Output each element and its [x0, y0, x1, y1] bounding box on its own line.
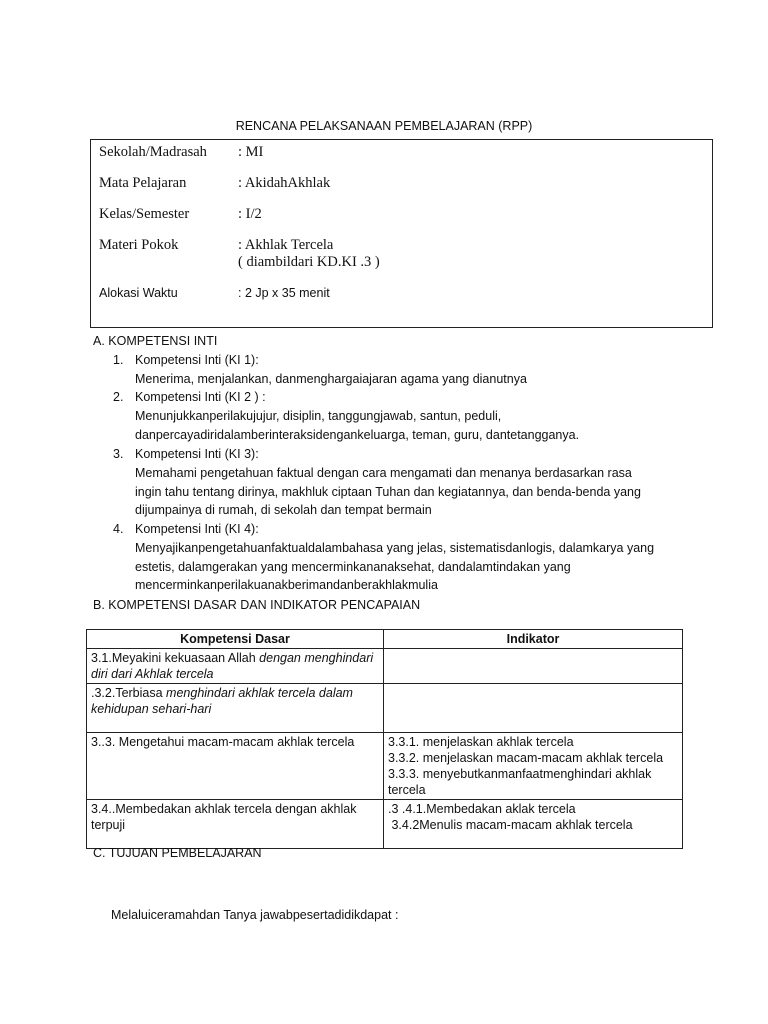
section-a-heading: A. KOMPETENSI INTI: [93, 334, 218, 348]
competency-table: [86, 629, 683, 849]
school-label: Sekolah/Madrasah: [99, 144, 207, 160]
kd-text: 3.4..Membedakan akhlak tercela dengan akhlak terpuji: [91, 802, 357, 832]
subject-value: : AkidahAkhlak: [238, 175, 331, 191]
table-row: [87, 733, 683, 800]
subject-label: Mata Pelajaran: [99, 175, 187, 191]
ki3-title: Kompetensi Inti (KI 3):: [135, 447, 259, 461]
indikator-cell: [384, 684, 683, 733]
ki1-text: Menerima, menjalankan, danmenghargaiajaran agama yang dianutnya: [135, 372, 527, 386]
indikator-cell: [384, 800, 683, 849]
ki4-number: 4.: [113, 522, 124, 536]
indikator-item: .3 .4.1.Membedakan aklak tercela: [388, 802, 576, 816]
material-source: ( diambildari KD.KI .3 ): [238, 254, 380, 270]
kd-cell: [87, 733, 384, 800]
ki3-number: 3.: [113, 447, 124, 461]
material-value: : Akhlak Tercela: [238, 237, 334, 253]
ki2-text-line1: Menunjukkanperilakujujur, disiplin, tanggungjawab, santun, peduli,: [135, 409, 502, 423]
column-header-kd: Kompetensi Dasar: [87, 630, 384, 649]
table-row: [87, 800, 683, 849]
kd-cell: [87, 800, 384, 849]
ki4-text-line1: Menyajikanpengetahuanfaktualdalambahasa yang jelas, sistematisdanlogis, dalamkarya yang: [135, 541, 655, 555]
indikator-cell: [384, 649, 683, 684]
indikator-item: 3.4.2Menulis macam-macam akhlak tercela: [388, 818, 633, 832]
section-c-heading: C. TUJUAN PEMBELAJARAN: [93, 846, 262, 860]
identity-box: [90, 139, 713, 328]
table-row: [87, 684, 683, 733]
ki2-text-line2: danpercayadiridalamberinteraksidengankeluarga, teman, guru, dantetangganya.: [135, 428, 580, 442]
class-label: Kelas/Semester: [99, 206, 190, 222]
ki4-title: Kompetensi Inti (KI 4):: [135, 522, 259, 536]
ki4-text-line2: estetis, dalamgerakan yang mencerminkananaksehat, dandalamtindakan yang: [135, 560, 571, 574]
indikator-item: 3.3.2. menjelaskan macam-macam akhlak tercela: [388, 751, 664, 765]
school-value: : MI: [238, 144, 264, 160]
ki1-title: Kompetensi Inti (KI 1):: [135, 353, 259, 367]
section-c-intro: Melaluiceramahdan Tanya jawabpesertadidikdapat :: [111, 908, 399, 922]
ki3-text-line2: ingin tahu tentang dirinya, makhluk ciptaan Tuhan dan kegiatannya, dan benda-benda yang: [135, 485, 641, 499]
time-value: : 2 Jp x 35 menit: [238, 286, 330, 300]
ki3-text-line3: dijumpainya di rumah, di sekolah dan tempat bermain: [135, 503, 432, 517]
kd-text: 3..3. Mengetahui macam-macam akhlak tercela: [91, 735, 355, 749]
indikator-item: 3.3.3. menyebutkanmanfaatmenghindari akhlak tercela: [388, 767, 652, 797]
indikator-item: 3.3.1. menjelaskan akhlak tercela: [388, 735, 574, 749]
ki2-title: Kompetensi Inti (KI 2 ) :: [135, 390, 266, 404]
time-label: Alokasi Waktu: [99, 286, 178, 300]
kd-text-italic: dengan menghindari diri dari Akhlak tercela: [91, 651, 374, 681]
column-header-indikator: Indikator: [384, 630, 683, 649]
table-row: [87, 649, 683, 684]
material-label: Materi Pokok: [99, 237, 179, 253]
kd-text: 3.1.Meyakini kekuasaan Allah: [91, 651, 260, 665]
table-header-row: [87, 630, 683, 649]
kd-text: .3.2.Terbiasa: [91, 686, 167, 700]
ki1-number: 1.: [113, 353, 124, 367]
ki3-text-line1: Memahami pengetahuan faktual dengan cara mengamati dan menanya berdasarkan rasa: [135, 466, 632, 480]
document-title: RENCANA PELAKSANAAN PEMBELAJARAN (RPP): [235, 119, 533, 133]
kd-cell: [87, 649, 384, 684]
section-b-heading: B. KOMPETENSI DASAR DAN INDIKATOR PENCAPAIAN: [93, 598, 421, 612]
kd-text-italic: menghindari akhlak tercela dalam kehidupan sehari-hari: [91, 686, 353, 716]
indikator-cell: [384, 733, 683, 800]
class-value: : I/2: [238, 206, 262, 222]
ki4-text-line3: mencerminkanperilakuanakberimandanberakhlakmulia: [135, 578, 438, 592]
ki2-number: 2.: [113, 390, 124, 404]
kd-cell: [87, 684, 384, 733]
